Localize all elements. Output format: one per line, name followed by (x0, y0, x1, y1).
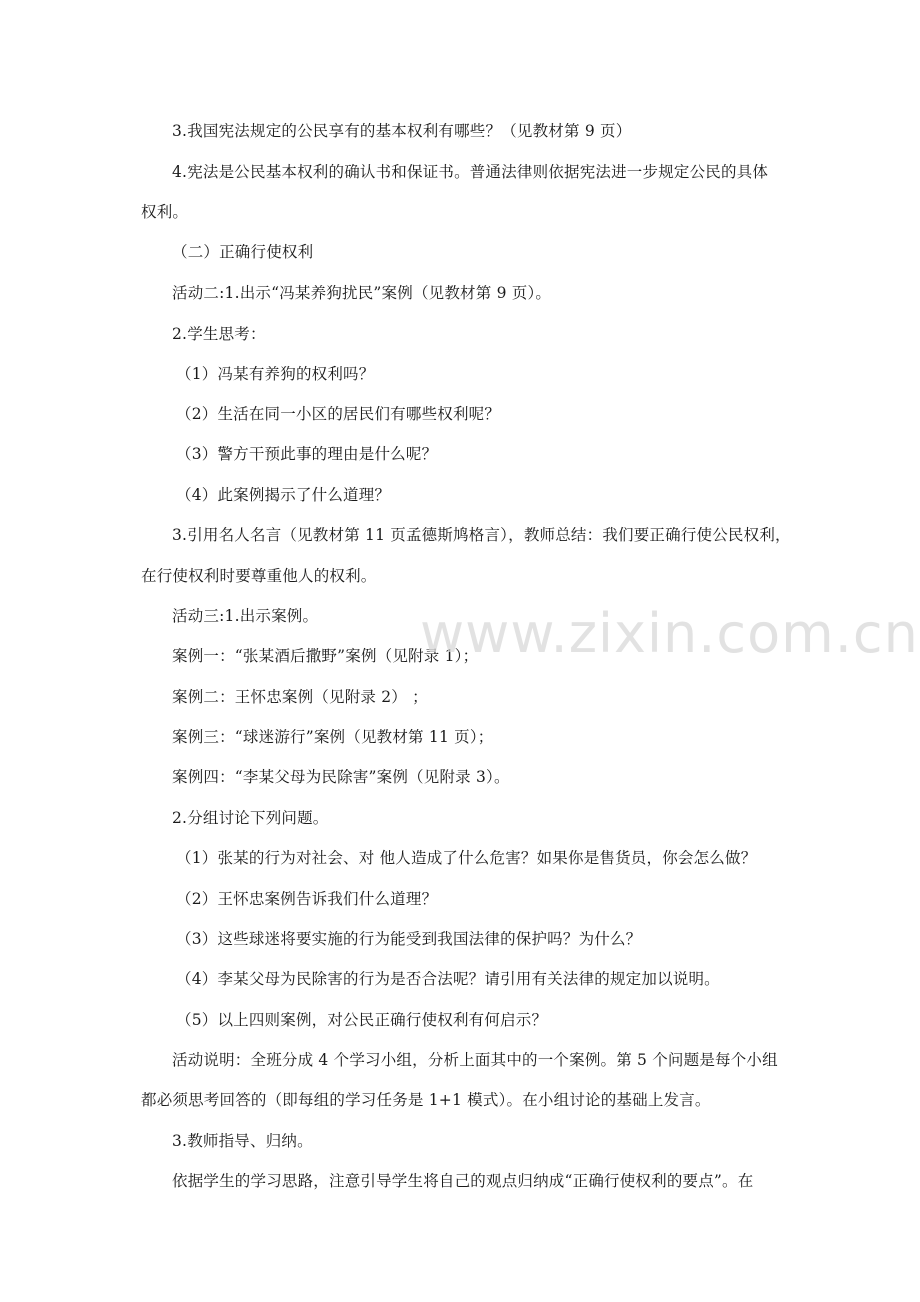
paragraph-line: 3.引用名人名言（见教材第 11 页孟德斯鸠格言），教师总结：我们要正确行使公民权利， (172, 526, 791, 544)
list-item: 案例四：“李某父母为民除害”案例（见附录 3）。 (172, 768, 510, 786)
list-item: （4）李某父母为民除害的行为是否合法呢？请引用有关法律的规定加以说明。 (176, 970, 720, 988)
paragraph-line: 活动说明：全班分成 4 个学习小组，分析上面其中的一个案例。第 5 个问题是每个小组 (172, 1051, 778, 1069)
paragraph-line: 3.教师指导、归纳。 (172, 1132, 313, 1150)
list-item: 案例三：“球迷游行”案例（见教材第 11 页）； (172, 728, 494, 746)
list-item: （4）此案例揭示了什么道理？ (176, 486, 391, 504)
paragraph-line: 4.宪法是公民基本权利的确认书和保证书。普通法律则依据宪法进一步规定公民的具体 (172, 163, 769, 181)
paragraph-line: 3.我国宪法规定的公民享有的基本权利有哪些？（见教材第 9 页） (172, 122, 632, 140)
list-item: （3）这些球迷将要实施的行为能受到我国法律的保护吗？为什么？ (176, 930, 642, 948)
paragraph-line: 在行使权利时要尊重他人的权利。 (141, 567, 377, 585)
section-heading: （二）正确行使权利 (172, 243, 314, 261)
paragraph-line: 2.分组讨论下列问题。 (172, 809, 329, 827)
list-item: 案例一：“张某酒后撒野”案例（见附录 1）； (172, 647, 479, 665)
paragraph-line: 依据学生的学习思路，注意引导学生将自己的观点归纳成“正确行使权利的要点”。在 (172, 1172, 754, 1190)
list-item: 案例二：王怀忠案例（见附录 2） ； (172, 688, 428, 706)
paragraph-line: 活动三:1.出示案例。 (172, 607, 319, 625)
paragraph-line: 都必须思考回答的（即每组的学习任务是 1+1 模式）。在小组讨论的基础上发言。 (141, 1091, 711, 1109)
list-item: （1）冯某有养狗的权利吗？ (176, 365, 375, 383)
list-item: （5）以上四则案例，对公民正确行使权利有何启示？ (176, 1011, 548, 1029)
paragraph-line: 活动二:1.出示“冯某养狗扰民”案例（见教材第 9 页）。 (172, 284, 552, 302)
watermark: www.zixin.com.cn (420, 602, 919, 665)
paragraph-line: 权利。 (141, 203, 189, 221)
list-item: （1）张某的行为对社会、对 他人造成了什么危害？如果你是售货员，你会怎么做？ (176, 849, 757, 867)
list-item: （3）警方干预此事的理由是什么呢？ (176, 445, 438, 463)
list-item: （2）王怀忠案例告诉我们什么道理？ (176, 890, 438, 908)
paragraph-line: 2.学生思考： (172, 325, 266, 343)
list-item: （2）生活在同一小区的居民们有哪些权利呢？ (176, 405, 501, 423)
